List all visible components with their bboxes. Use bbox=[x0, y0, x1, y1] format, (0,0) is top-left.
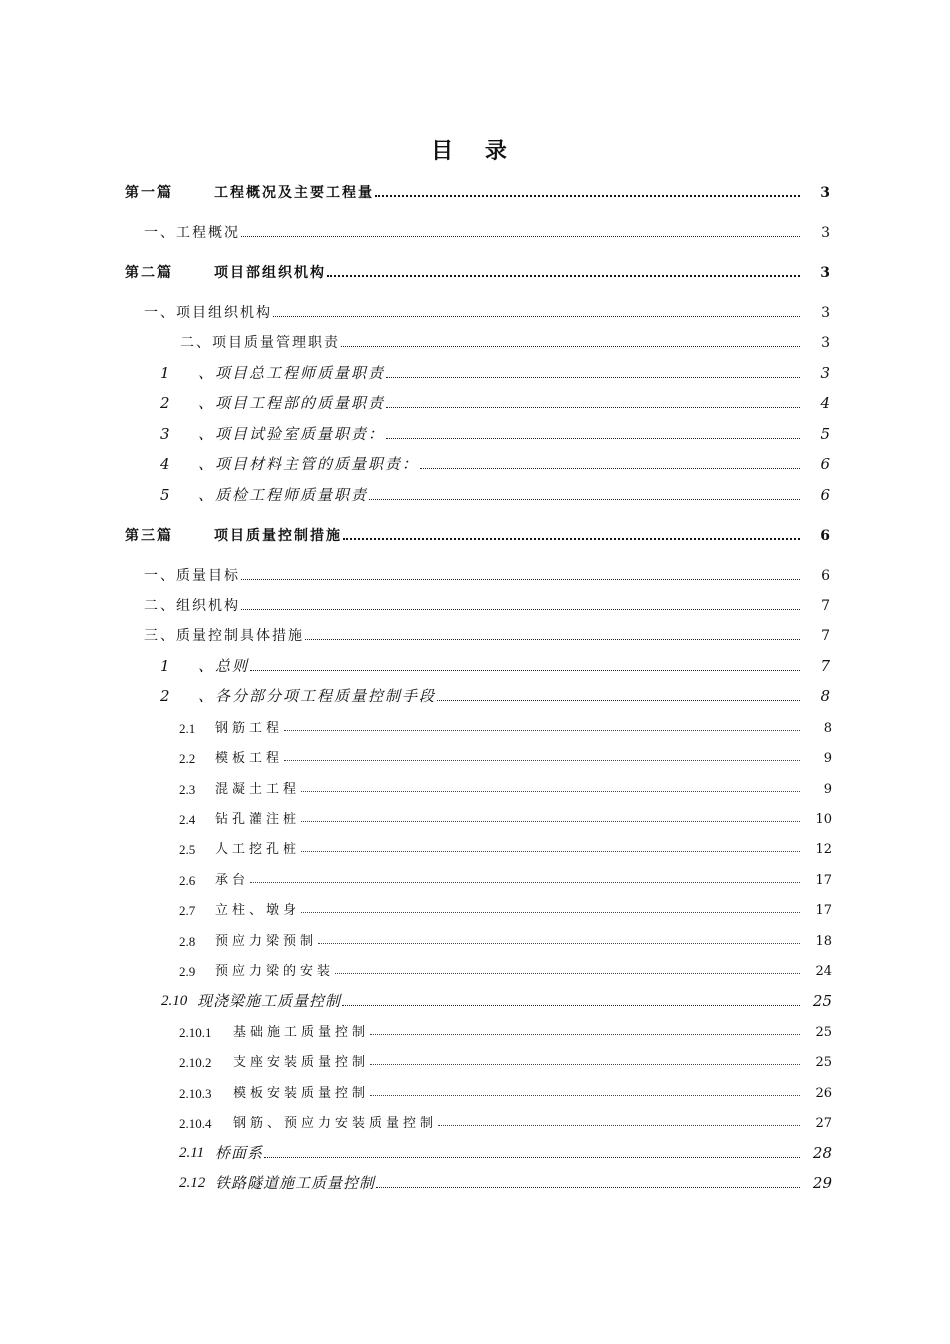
toc-entry-label: 桥面系 bbox=[215, 1144, 264, 1162]
toc-entry-page: 7 bbox=[820, 657, 832, 675]
dot-leader bbox=[241, 579, 800, 580]
toc-entry-label: 项目部组织机构 bbox=[214, 265, 326, 281]
toc-entry-page: 7 bbox=[821, 628, 832, 644]
toc-entry-label: 钻孔灌注桩 bbox=[215, 812, 301, 827]
toc-entry-label: 基础施工质量控制 bbox=[233, 1025, 370, 1040]
dot-leader bbox=[370, 1034, 800, 1035]
toc-entry-label: 混凝土工程 bbox=[215, 782, 301, 797]
toc-entry-label: 、质检工程师质量职责 bbox=[198, 486, 369, 504]
toc-entry-label: 人工挖孔桩 bbox=[215, 842, 301, 857]
toc-entry-number: 2.10.2 bbox=[179, 1055, 212, 1070]
dot-leader bbox=[241, 236, 800, 237]
toc-entry-page: 6 bbox=[820, 528, 832, 544]
toc-entry-italic-section[interactable] bbox=[179, 1167, 832, 1191]
toc-entry-page: 10 bbox=[815, 812, 832, 827]
toc-entry-page: 29 bbox=[812, 1174, 832, 1192]
toc-entry-subsection[interactable] bbox=[179, 802, 832, 826]
toc-entry-label: 、总则 bbox=[198, 657, 250, 675]
dot-leader bbox=[250, 882, 800, 883]
toc-entry-subsection[interactable] bbox=[179, 832, 832, 856]
toc-entry-page: 5 bbox=[820, 425, 832, 443]
dot-leader bbox=[250, 670, 800, 671]
toc-entry-page: 28 bbox=[812, 1144, 832, 1162]
toc-entry-page: 3 bbox=[820, 364, 832, 382]
dot-leader bbox=[273, 316, 800, 317]
toc-entry-label: 模板工程 bbox=[215, 751, 284, 766]
toc-entry-item[interactable] bbox=[160, 387, 832, 411]
dot-leader bbox=[341, 346, 800, 347]
dot-leader bbox=[376, 1187, 800, 1188]
toc-entry-label: 承台 bbox=[215, 873, 250, 888]
toc-entry-section[interactable] bbox=[144, 619, 832, 643]
dot-leader bbox=[301, 821, 800, 822]
toc-entry-number: 2.1 bbox=[179, 721, 196, 736]
toc-title: 目 录 bbox=[431, 138, 519, 164]
dot-leader bbox=[335, 973, 800, 974]
toc-entry-number: 2.2 bbox=[179, 751, 196, 766]
toc-entry-page: 9 bbox=[823, 751, 832, 766]
toc-entry-subsubsection[interactable] bbox=[179, 1076, 832, 1100]
toc-entry-number: 2.12 bbox=[179, 1175, 206, 1191]
toc-entry-number: 2.3 bbox=[179, 782, 196, 797]
dot-leader bbox=[301, 912, 800, 913]
toc-entry-label: 项目质量控制措施 bbox=[214, 528, 342, 544]
dot-leader bbox=[437, 700, 800, 701]
toc-entry-section[interactable] bbox=[144, 589, 832, 613]
dot-leader bbox=[343, 538, 800, 540]
dot-leader bbox=[386, 407, 800, 408]
toc-entry-subsubsection[interactable] bbox=[179, 1045, 832, 1069]
toc-entry-page: 17 bbox=[815, 873, 832, 888]
toc-entry-subsection[interactable] bbox=[179, 711, 832, 735]
toc-entry-page: 26 bbox=[815, 1086, 832, 1101]
toc-entry-label: 一、工程概况 bbox=[144, 225, 240, 241]
toc-entry-label: 二、组织机构 bbox=[144, 598, 240, 614]
toc-entry-item[interactable] bbox=[160, 448, 832, 472]
toc-entry-subsubsection[interactable] bbox=[179, 1106, 832, 1130]
dot-leader bbox=[438, 1125, 800, 1126]
toc-entry-page: 25 bbox=[812, 992, 832, 1010]
toc-entry-number: 2.10.3 bbox=[179, 1086, 212, 1101]
toc-entry-number: 4 bbox=[160, 455, 172, 473]
toc-entry-page: 18 bbox=[815, 934, 832, 949]
toc-entry-number: 3 bbox=[160, 425, 172, 443]
toc-entry-subsection[interactable] bbox=[179, 924, 832, 948]
toc-entry-label: 预应力梁预制 bbox=[215, 934, 318, 949]
toc-entry-page: 3 bbox=[820, 185, 832, 201]
toc-entry-page: 25 bbox=[815, 1055, 832, 1070]
toc-entry-italic-section[interactable] bbox=[179, 1137, 832, 1161]
toc-entry-page: 25 bbox=[815, 1025, 832, 1040]
toc-entry-chapter-2[interactable] bbox=[125, 256, 832, 280]
toc-entry-page: 4 bbox=[820, 394, 832, 412]
toc-entry-page: 7 bbox=[821, 598, 832, 614]
toc-entry-page: 3 bbox=[821, 225, 832, 241]
toc-entry-item[interactable] bbox=[160, 650, 832, 674]
toc-entry-number: 2.7 bbox=[179, 903, 196, 918]
toc-entry-item[interactable] bbox=[160, 357, 832, 381]
toc-entry-page: 3 bbox=[821, 305, 832, 321]
dot-leader bbox=[284, 760, 800, 761]
dot-leader bbox=[241, 609, 800, 610]
toc-entry-number: 2.4 bbox=[179, 812, 196, 827]
toc-entry-page: 6 bbox=[820, 455, 832, 473]
toc-entry-item[interactable] bbox=[160, 680, 832, 704]
toc-entry-number: 2.10.4 bbox=[179, 1116, 212, 1131]
dot-leader bbox=[301, 851, 800, 852]
toc-entry-subsection[interactable] bbox=[179, 954, 832, 978]
dot-leader bbox=[370, 1064, 800, 1065]
dot-leader bbox=[305, 639, 800, 640]
toc-entry-number: 2.6 bbox=[179, 873, 196, 888]
toc-entry-number: 2.11 bbox=[179, 1145, 205, 1161]
dot-leader bbox=[327, 275, 800, 277]
toc-entry-number: 2.9 bbox=[179, 964, 196, 979]
toc-entry-number: 2.10.1 bbox=[179, 1025, 212, 1040]
toc-entry-section[interactable] bbox=[144, 296, 832, 320]
toc-entry-number: 2.8 bbox=[179, 934, 196, 949]
toc-entry-label: 、项目试验室质量职责： bbox=[198, 425, 386, 443]
toc-entry-label: 、项目工程部的质量职责 bbox=[198, 394, 386, 412]
toc-entry-label: 立柱、墩身 bbox=[215, 903, 301, 918]
toc-entry-chapter-1[interactable] bbox=[125, 176, 832, 200]
toc-entry-label: 一、项目组织机构 bbox=[144, 305, 272, 321]
dot-leader bbox=[284, 730, 800, 731]
toc-entry-label: 钢筋工程 bbox=[215, 721, 284, 736]
dot-leader bbox=[386, 377, 800, 378]
toc-entry-page: 8 bbox=[823, 721, 832, 736]
toc-entry-number: 第一篇 bbox=[125, 185, 173, 201]
toc-entry-italic-section[interactable] bbox=[161, 985, 832, 1009]
toc-entry-number: 1 bbox=[160, 364, 172, 382]
dot-leader bbox=[420, 468, 800, 469]
toc-entry-page: 3 bbox=[821, 335, 832, 351]
toc-entry-section[interactable] bbox=[144, 216, 832, 240]
toc-entry-number: 2.5 bbox=[179, 842, 196, 857]
toc-entry-page: 12 bbox=[815, 842, 832, 857]
toc-entry-page: 9 bbox=[823, 782, 832, 797]
dot-leader bbox=[318, 943, 800, 944]
toc-entry-label: 三、质量控制具体措施 bbox=[144, 628, 304, 644]
toc-entry-item[interactable] bbox=[160, 418, 832, 442]
toc-entry-label: 、项目总工程师质量职责 bbox=[198, 364, 386, 382]
dot-leader bbox=[375, 195, 800, 197]
toc-entry-label: 现浇梁施工质量控制 bbox=[197, 992, 342, 1010]
toc-entry-number: 第二篇 bbox=[125, 265, 173, 281]
toc-entry-label: 一、质量目标 bbox=[144, 568, 240, 584]
toc-entry-label: 预应力梁的安装 bbox=[215, 964, 335, 979]
toc-entry-subsubsection[interactable] bbox=[179, 1015, 832, 1039]
toc-entry-label: 模板安装质量控制 bbox=[233, 1086, 370, 1101]
toc-entry-page: 3 bbox=[820, 265, 832, 281]
toc-entry-number: 2 bbox=[160, 687, 172, 705]
toc-entry-subsection[interactable] bbox=[179, 863, 832, 887]
toc-entry-page: 6 bbox=[820, 486, 832, 504]
toc-entry-label: 、项目材料主管的质量职责： bbox=[198, 455, 420, 473]
toc-entry-item[interactable] bbox=[160, 479, 832, 503]
toc-entry-page: 17 bbox=[815, 903, 832, 918]
dot-leader bbox=[301, 791, 800, 792]
dot-leader bbox=[369, 499, 800, 500]
toc-entry-label: 、各分部分项工程质量控制手段 bbox=[198, 687, 437, 705]
toc-entry-subsection[interactable] bbox=[179, 893, 832, 917]
toc-entry-page: 27 bbox=[815, 1116, 832, 1131]
toc-entry-label: 铁路隧道施工质量控制 bbox=[215, 1174, 376, 1192]
toc-entry-number: 2.10 bbox=[161, 993, 188, 1009]
toc-entry-number: 第三篇 bbox=[125, 528, 173, 544]
toc-entry-subsection[interactable] bbox=[179, 772, 832, 796]
toc-entry-page: 8 bbox=[820, 687, 832, 705]
dot-leader bbox=[342, 1005, 800, 1006]
toc-entry-label: 工程概况及主要工程量 bbox=[214, 185, 374, 201]
toc-entry-number: 5 bbox=[160, 486, 172, 504]
toc-entry-page: 24 bbox=[815, 964, 832, 979]
toc-entry-label: 支座安装质量控制 bbox=[233, 1055, 370, 1070]
dot-leader bbox=[386, 438, 800, 439]
toc-entry-chapter-3[interactable] bbox=[125, 519, 832, 543]
toc-entry-number: 2 bbox=[160, 394, 172, 412]
toc-entry-section[interactable] bbox=[180, 326, 832, 350]
dot-leader bbox=[370, 1095, 800, 1096]
toc-entry-section[interactable] bbox=[144, 559, 832, 583]
dot-leader bbox=[264, 1157, 800, 1158]
toc-entry-number: 1 bbox=[160, 657, 172, 675]
toc-entry-label: 二、项目质量管理职责 bbox=[180, 335, 340, 351]
toc-entry-page: 6 bbox=[821, 568, 832, 584]
toc-entry-subsection[interactable] bbox=[179, 741, 832, 765]
toc-entry-label: 钢筋、预应力安装质量控制 bbox=[233, 1116, 438, 1131]
